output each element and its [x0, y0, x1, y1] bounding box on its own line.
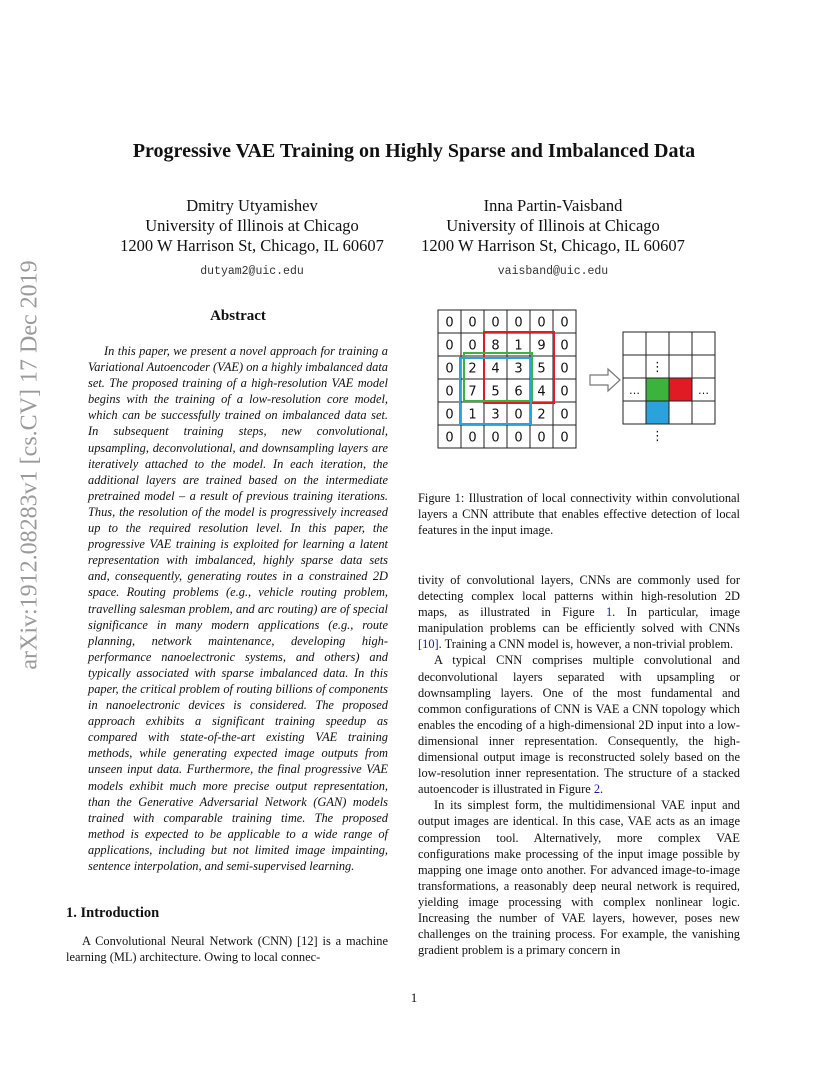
grid-cell-value: 0 [491, 430, 500, 446]
grid-cell-value: 0 [560, 384, 569, 400]
intro-paragraph [418, 652, 740, 797]
author-affiliation: University of Illinois at Chicago [145, 216, 359, 235]
ellipsis-horizontal: … [629, 384, 640, 397]
abstract-text: In this paper, we present a novel approach for training a Variational Autoencoder (VAE) on a highly imbalanced data set. The proposed training of a high-resolution VAE model begins with the training of a low-resolution core model, which can be successfully trained on imbalanced data set. In subsequent training steps, new convolutional, upsampling, deconvolutional, and downsampling layers are iteratively attached to the model. In each iteration, the additional layers are trained based on the intermediate pretrained model – a result of previous training iterations. Thus, the resolution of the model is progressively increased up to the required resolution level. In this paper, the progressive VAE training is exploited for learning a latent representation with imbalanced, highly sparse data sets and, consequently, generating routes in a constrained 2D space. Routing problems (e.g., vehicle routing problem, travelling salesman problem, and arc routing) are of special significance in many modern applications (e.g., route planning, network maintenance, developing high-performance nanoelectronic systems, and others) and typically associated with sparse imbalanced data. In this paper, the critical problem of routing billions of components in nanoelectronic devices is considered. The proposed approach exhibits a significant training speedup as compared with state-of-the-art existing VAE training methods, while generating expected image outputs from unseen input data. Furthermore, the final progressive VAE models exhibit much more precise output representation, than the Generative Adversarial Network (GAN) models trained with comparable training time. The proposed method is expected to be applicable to a wide range of applications, including but not limited image impainting, sentence interpolation, and semi-supervised learning. [88, 344, 388, 873]
author-block-2 [403, 196, 703, 282]
page-number: 1 [410, 990, 418, 1005]
arxiv-identifier-text: arXiv:1912.08283v1 [cs.CV] 17 Dec 2019 [16, 260, 43, 670]
grid-cell-value: 0 [468, 430, 477, 446]
grid-cell-value: 5 [491, 384, 500, 400]
ellipsis-horizontal: … [698, 384, 709, 397]
grid-cell-value: 0 [445, 361, 454, 377]
grid-cell-value: 7 [468, 384, 477, 400]
grid-cell-value: 0 [514, 407, 523, 423]
intro-paragraph [418, 572, 740, 652]
grid-cell-value: 0 [468, 315, 477, 331]
author-email[interactable]: dutyam2@uic.edu [200, 265, 304, 278]
text-run: A typical CNN comprises multiple convolutional and deconvolutional layers separated with upsampling or downsampling layers. One of the most fundamental and common configurations of CNN is VAE a CNN topology which enables the encoding of a high-dimensional 2D input into a low-dimensional inner representation. Consequently, the high-dimensional output image is reconstructed solely based on the low-resolution inner representation. The structure of a stacked autoencoder is illustrated in Figure [418, 653, 740, 797]
introduction-left-column [66, 933, 388, 965]
grid-cell-value: 2 [468, 361, 477, 377]
figure-1-illustration [418, 305, 740, 485]
feature-map-cell [623, 355, 646, 378]
arxiv-identifier [10, 260, 50, 670]
grid-cell-value: 5 [537, 361, 546, 377]
grid-cell-value: 0 [560, 430, 569, 446]
section-heading-introduction: 1. Introduction [66, 905, 160, 921]
text-run: . [600, 782, 604, 797]
grid-cell-value: 0 [491, 315, 500, 331]
feature-map-cell [646, 378, 669, 401]
grid-cell-value: 9 [537, 338, 546, 354]
feature-map-cell [692, 332, 715, 355]
grid-cell-value: 0 [468, 338, 477, 354]
grid-cell-value: 8 [491, 338, 500, 354]
grid-cell-value: 0 [445, 384, 454, 400]
text-run: . In particular, image manipulation problems can be efficiently solved with CNNs [418, 605, 740, 636]
author-email[interactable]: vaisband@uic.edu [497, 265, 609, 278]
introduction-right-column [418, 572, 740, 958]
grid-cell-value: 0 [560, 361, 569, 377]
feature-map-cell [646, 332, 669, 355]
figure-ref-link[interactable]: 2 [593, 782, 601, 797]
arrow-icon [590, 369, 620, 391]
ellipsis-vertical: ⋮ [651, 429, 664, 444]
text-run: tivity of convolutional layers, CNNs are commonly used for detecting complex local patterns within high-resolution 2D maps, as illustrated in Figure [418, 573, 740, 620]
feature-map-cell [669, 401, 692, 424]
grid-cell-value: 0 [537, 315, 546, 331]
grid-cell-value: 0 [560, 338, 569, 354]
author-name: Inna Partin-Vaisband [483, 196, 623, 215]
feature-map-cell [646, 401, 669, 424]
feature-map-cell [669, 378, 692, 401]
grid-cell-value: 0 [537, 430, 546, 446]
feature-map-cell [623, 401, 646, 424]
feature-map-cell [669, 332, 692, 355]
intro-paragraph: In its simplest form, the multidimensional VAE input and output images are identical. In this case, VAE acts as an image compression tool. Alternatively, more complex VAE configurations make processing of the input image possible by mapping one image onto another. For advanced image-to-image transformations, a reasonably deep neural network is required, yielding image processing with complex nonlinear logic. Increasing the number of VAE layers, however, poses new challenges on the training process. For example, the vanishing gradient problem is a primary concern in [418, 798, 740, 958]
author-block-1 [102, 196, 402, 282]
grid-cell-value: 4 [537, 384, 546, 400]
author-address: 1200 W Harrison St, Chicago, IL 60607 [421, 236, 685, 255]
grid-cell-value: 0 [560, 315, 569, 331]
figure-ref-link[interactable]: 1 [605, 605, 613, 620]
grid-cell-value: 1 [468, 407, 477, 423]
grid-cell-value: 0 [514, 430, 523, 446]
citation-link[interactable]: [10] [418, 637, 439, 652]
grid-cell-value: 3 [514, 361, 523, 377]
figure-1-caption: Figure 1: Illustration of local connectivity within convolutional layers a CNN attribute that enables effective detection of local features in the input image. [418, 491, 740, 538]
abstract-heading: Abstract [210, 308, 266, 324]
grid-cell-value: 0 [445, 407, 454, 423]
author-address: 1200 W Harrison St, Chicago, IL 60607 [120, 236, 384, 255]
author-name: Dmitry Utyamishev [186, 196, 318, 215]
grid-cell-value: 3 [491, 407, 500, 423]
grid-cell-value: 0 [514, 315, 523, 331]
grid-cell-value: 1 [514, 338, 523, 354]
grid-cell-value: 0 [445, 338, 454, 354]
grid-cell-value: 0 [445, 315, 454, 331]
grid-cell-value: 0 [445, 430, 454, 446]
ellipsis-vertical: ⋮ [651, 360, 664, 375]
intro-paragraph: A Convolutional Neural Network (CNN) [12] is a machine learning (ML) architecture. Owing to local connec- [66, 934, 388, 965]
grid-cell-value: 4 [491, 361, 500, 377]
grid-cell-value: 2 [537, 407, 546, 423]
text-run: . Training a CNN model is, however, a non-trivial problem. [438, 637, 734, 652]
grid-cell-value: 0 [560, 407, 569, 423]
abstract-body [88, 343, 388, 874]
figure-1 [418, 305, 740, 485]
grid-cell-value: 6 [514, 384, 523, 400]
feature-map-cell [623, 332, 646, 355]
paper-title: Progressive VAE Training on Highly Sparse and Imbalanced Data [132, 140, 696, 162]
feature-map-cell [669, 355, 692, 378]
author-affiliation: University of Illinois at Chicago [446, 216, 660, 235]
feature-map-cell [692, 355, 715, 378]
feature-map-cell [692, 401, 715, 424]
